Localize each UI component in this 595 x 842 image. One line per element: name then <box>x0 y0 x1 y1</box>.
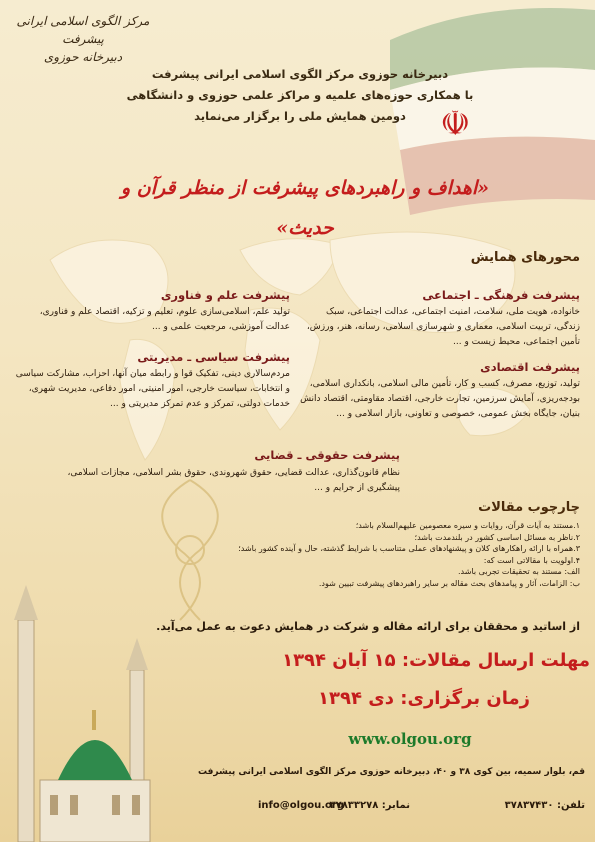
framework-item: ب: الزامات، آثار و پیامدهای بحث مقاله بر سایر راهبردهای پیشرفت تبیین شود. <box>318 578 580 588</box>
fax-number: نمابر: ۳۷۸۳۳۲۷۸ <box>329 800 410 811</box>
section-body-cultural: خانواده، هویت ملی، سلامت، امنیت اجتماعی، عدالت اجتماعی، سبک زندگی، تربیت اسلامی، معماری و شهرسازی اسلامی، رسانه، هنر، ورزش، تأمین اجتماعی، محیط زیست و ... <box>306 307 580 347</box>
axes-title: محورهای همایش <box>470 250 580 265</box>
framework-item: ۴.اولویت با مقالاتی است که: <box>483 555 580 565</box>
section-heading-cultural: پیشرفت فرهنگی ـ اجتماعی <box>422 288 580 302</box>
section-heading-science: پیشرفت علم و فناوری <box>160 288 290 302</box>
section-heading-economic: پیشرفت اقتصادی <box>480 360 580 374</box>
section-body-legal: نظام قانون‌گذاری، عدالت قضایی، حقوق شهروندی، حقوق بشر اسلامی، مجازات اسلامی، پیشگیری از جرایم و ... <box>67 468 400 493</box>
website-link[interactable]: www.olgou.org <box>348 730 472 748</box>
section-heading-legal: پیشرفت حقوقی ـ قضایی <box>254 448 400 462</box>
section-heading-political: پیشرفت سیاسی ـ مدیریتی <box>137 350 290 364</box>
framework-item: الف: مستند به تحقیقات تجربی باشد. <box>458 567 580 576</box>
conference-title: «اهداف و راهبردهای پیشرفت از منظر قرآن و حدیث» <box>120 177 490 239</box>
framework-title: چارچوب مقالات <box>478 500 580 515</box>
phone-number: تلفن: ۳۷۸۳۷۴۳۰ <box>504 800 585 811</box>
framework-item: ۱.مستند به آیات قرآن، روایات و سیره معصومین علیهم‌السلام باشد؛ <box>355 521 580 530</box>
framework-list <box>160 520 580 589</box>
intro-line-1: دبیرخانه حوزوی مرکز الگوی اسلامی ایرانی پیشرفت <box>151 67 449 81</box>
section-body-economic: تولید، توزیع، مصرف، کسب و کار، تأمین مالی اسلامی، بانکداری اسلامی، بودجه‌ریزی، آمایش سرزمین، تجارت خارجی، اقتصاد مقاومتی، اقتصاد دانش بنیان، جایگاه بخش عمومی، خصوصی و تعاونی، بازار اسلامی و ... <box>300 379 580 419</box>
intro <box>120 64 480 127</box>
contact-info <box>150 800 585 816</box>
framework-item: ۲.ناظر به مسائل اساسی کشور در بلندمدت باشد؛ <box>414 532 580 542</box>
header-logo <box>8 12 158 66</box>
address: قم، بلوار سمیه، بین کوی ۳۸ و ۴۰، دبیرخانه حوزوی مرکز الگوی اسلامی ایرانی پیشرفت <box>198 767 585 777</box>
conference-date: زمان برگزاری: دی ۱۳۹۴ <box>318 688 530 709</box>
framework-item: ۳.همراه با ارائه راهکارهای کلان و پیشنهادهای عملی متناسب با شرایط گذشته، حال و آینده کشور باشد؛ <box>238 544 580 553</box>
section-body-political: مردم‌سالاری دینی، تفکیک قوا و رابطه میان آنها، احزاب، مشارکت سیاسی و انتخابات، سیاست خارجی، امور امنیتی، امور دفاعی، مدیریت شهری، خدمات دولتی، تمرکز و عدم تمرکز مدیریتی و ... <box>15 369 290 409</box>
logo-line-1: مرکز الگوی اسلامی ایرانی پیشرفت <box>16 14 150 46</box>
submission-deadline: مهلت ارسال مقالات: ۱۵ آبان ۱۳۹۴ <box>282 650 590 671</box>
invitation-text: از اساتید و محققان برای ارائه مقاله و شرکت در همایش دعوت به عمل می‌آید. <box>156 620 580 633</box>
svg-text:☫: ☫ <box>440 104 471 144</box>
intro-line-3: دومین همایش ملی را برگزار می‌نماید <box>194 109 406 123</box>
email-link[interactable]: info@olgou.org <box>258 800 344 811</box>
logo-line-2: دبیرخانه حوزوی <box>43 50 123 64</box>
section-body-science: تولید علم، اسلامی‌سازی علوم، تعلیم و تزکیه، اقتصاد علم و فناوری، عدالت آموزشی، مرجعیت علمی و ... <box>39 307 290 332</box>
intro-line-2: با همکاری حوزه‌های علمیه و مراکز علمی حوزوی و دانشگاهی <box>126 88 474 102</box>
